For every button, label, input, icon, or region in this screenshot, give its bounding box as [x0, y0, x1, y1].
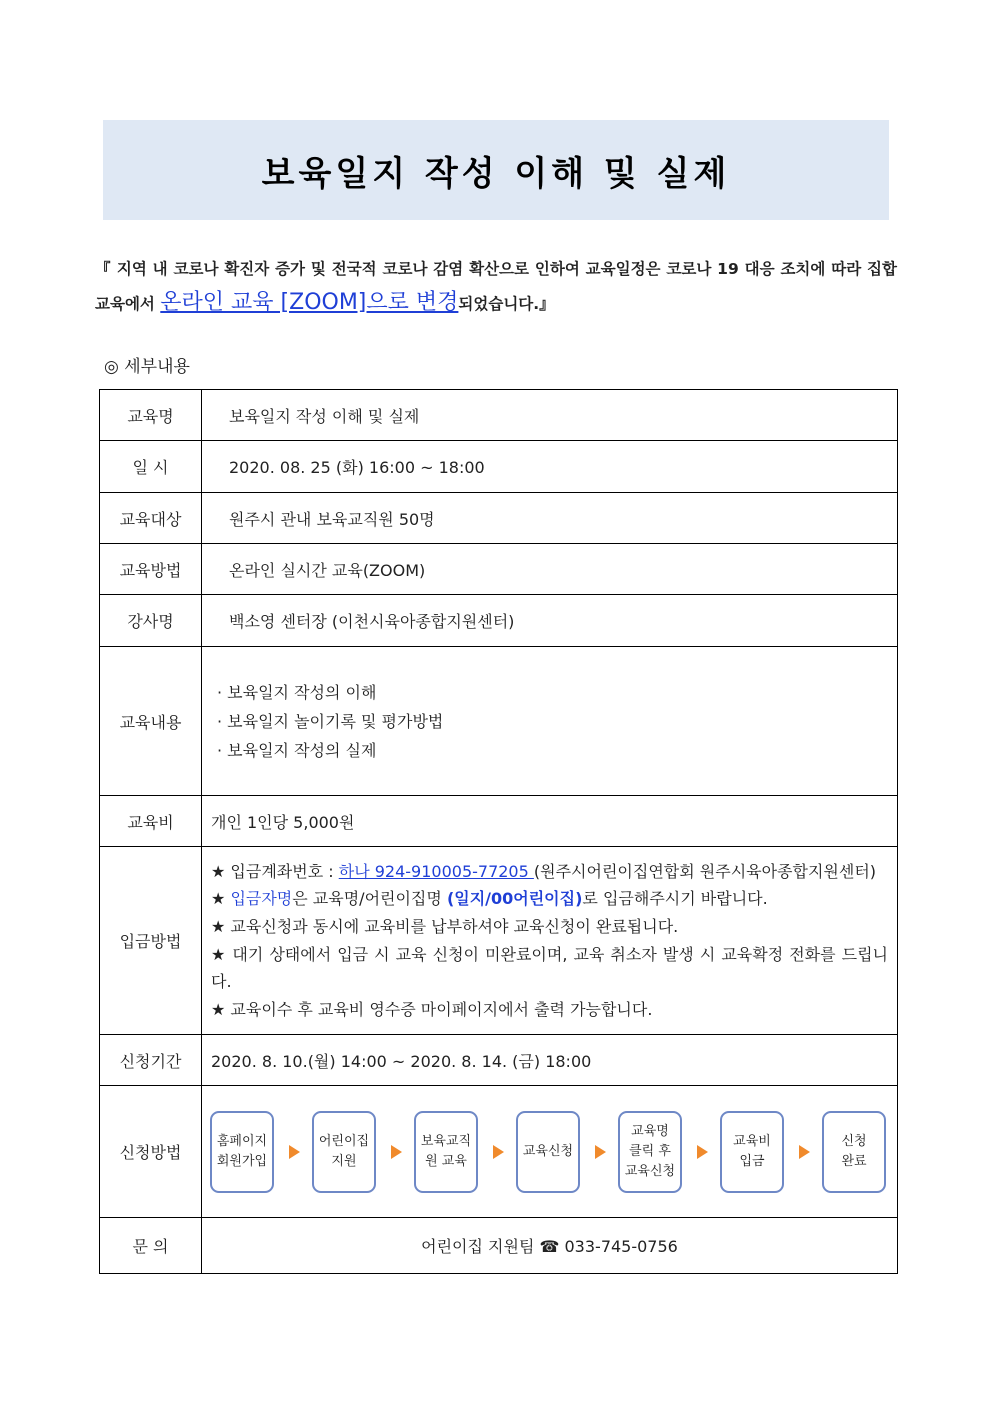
- content-list: [202, 647, 898, 796]
- row-value: 원주시 관내 보육교직원 50명: [202, 493, 898, 544]
- arrow-right-icon: [799, 1145, 810, 1159]
- section-title: ◎ 세부내용: [104, 357, 190, 377]
- contact-value: 어린이집 지원팀 ☎ 033-745-0756: [202, 1218, 898, 1274]
- step-daycare-support: [312, 1111, 376, 1193]
- payment-line-5: ★ 교육이수 후 교육비 영수증 마이페이지에서 출력 가능합니다.: [211, 999, 653, 1019]
- step-text: 회원가입: [216, 1153, 268, 1169]
- table-row: [100, 493, 898, 544]
- payment-line-depositor: [211, 885, 888, 913]
- row-label: 교육대상: [100, 493, 202, 544]
- step-text: 완료: [841, 1153, 867, 1169]
- payment-details: [202, 847, 898, 1035]
- apply-steps: [202, 1111, 897, 1193]
- account-suffix: (원주시어린이집연합회 원주시육아종합지원센터): [533, 861, 877, 881]
- step-text: 지원: [331, 1153, 357, 1169]
- depositor-mid: 은 교육명/어린이집명: [292, 889, 447, 909]
- depositor-highlight: 입금자명: [230, 889, 293, 909]
- step-text: 원 교육: [425, 1153, 467, 1169]
- row-value: 2020. 08. 25 (화) 16:00 ~ 18:00: [202, 441, 898, 493]
- details-table: [99, 389, 898, 1274]
- list-item: · 보육일지 작성의 이해: [217, 682, 377, 702]
- payment-line-4: ★ 대기 상태에서 입금 시 교육 신청이 미완료이며, 교육 취소자 발생 시 교육확정 전화를 드립니다.: [211, 944, 888, 992]
- step-apply: [516, 1111, 580, 1193]
- notice-text-after: 되었습니다.』: [458, 295, 555, 313]
- row-label: 입금방법: [100, 847, 202, 1035]
- table-row: [100, 796, 898, 847]
- payment-line-account: [211, 858, 888, 886]
- bank-account-link[interactable]: 하나 924-910005-77205: [338, 861, 534, 881]
- row-label: 교육내용: [100, 647, 202, 796]
- step-text: 교육신청: [624, 1163, 676, 1179]
- arrow-right-icon: [391, 1145, 402, 1159]
- table-row: [100, 441, 898, 493]
- step-text: 어린이집: [318, 1133, 370, 1149]
- step-payment: [720, 1111, 784, 1193]
- table-row: [100, 1035, 898, 1086]
- row-value: 개인 1인당 5,000원: [202, 796, 898, 847]
- step-complete: [822, 1111, 886, 1193]
- title-banner: [103, 120, 889, 220]
- notice-text-before: 『 지역 내 코로나 확진자 증가 및 전국적 코로나 감염 확산으로 인하여 교육일정은 코로나 19 대응 조치에 따라 집합교육에서: [95, 260, 897, 313]
- depositor-example: (일지/00어린이집): [446, 889, 583, 909]
- row-label: 교육명: [100, 390, 202, 441]
- table-row: [100, 1086, 898, 1218]
- step-text: 보육교직: [420, 1133, 472, 1149]
- depositor-prefix: ★: [211, 889, 231, 909]
- row-value: 백소영 센터장 (이천시육아종합지원센터): [202, 595, 898, 647]
- notice-highlight: 온라인 교육 [ZOOM]으로 변경: [160, 290, 459, 315]
- step-text: 교육신청: [522, 1143, 574, 1159]
- account-prefix: ★ 입금계좌번호 :: [211, 861, 339, 881]
- table-row: [100, 1218, 898, 1274]
- row-label: 강사명: [100, 595, 202, 647]
- arrow-right-icon: [595, 1145, 606, 1159]
- step-signup: [210, 1111, 274, 1193]
- apply-steps-cell: [202, 1086, 898, 1218]
- depositor-suffix: 로 입금해주시기 바랍니다.: [582, 889, 768, 909]
- table-row: [100, 390, 898, 441]
- step-click-course: [618, 1111, 682, 1193]
- arrow-right-icon: [697, 1145, 708, 1159]
- row-value: 보육일지 작성 이해 및 실제: [202, 390, 898, 441]
- row-value: 온라인 실시간 교육(ZOOM): [202, 544, 898, 595]
- page-title: 보육일지 작성 이해 및 실제: [261, 153, 731, 194]
- table-row: [100, 647, 898, 796]
- step-text: 교육비: [733, 1133, 771, 1149]
- row-label: 문 의: [100, 1218, 202, 1274]
- table-row: [100, 544, 898, 595]
- step-text: 신청: [841, 1133, 867, 1149]
- table-row: [100, 595, 898, 647]
- step-text: 홈페이지: [216, 1133, 268, 1149]
- notice-paragraph: [95, 252, 897, 321]
- row-label: 교육방법: [100, 544, 202, 595]
- arrow-right-icon: [493, 1145, 504, 1159]
- table-row: [100, 847, 898, 1035]
- step-text: 입금: [739, 1153, 765, 1169]
- step-text: 교육명: [631, 1123, 669, 1139]
- row-label: 신청방법: [100, 1086, 202, 1218]
- step-text: 클릭 후: [629, 1143, 671, 1159]
- step-staff-education: [414, 1111, 478, 1193]
- arrow-right-icon: [289, 1145, 300, 1159]
- row-value: 2020. 8. 10.(월) 14:00 ~ 2020. 8. 14. (금) 18:00: [202, 1035, 898, 1086]
- payment-line-3: ★ 교육신청과 동시에 교육비를 납부하셔야 교육신청이 완료됩니다.: [211, 916, 679, 936]
- row-label: 일 시: [100, 441, 202, 493]
- list-item: · 보육일지 놀이기록 및 평가방법: [217, 711, 444, 731]
- row-label: 교육비: [100, 796, 202, 847]
- list-item: · 보육일지 작성의 실제: [217, 740, 377, 760]
- row-label: 신청기간: [100, 1035, 202, 1086]
